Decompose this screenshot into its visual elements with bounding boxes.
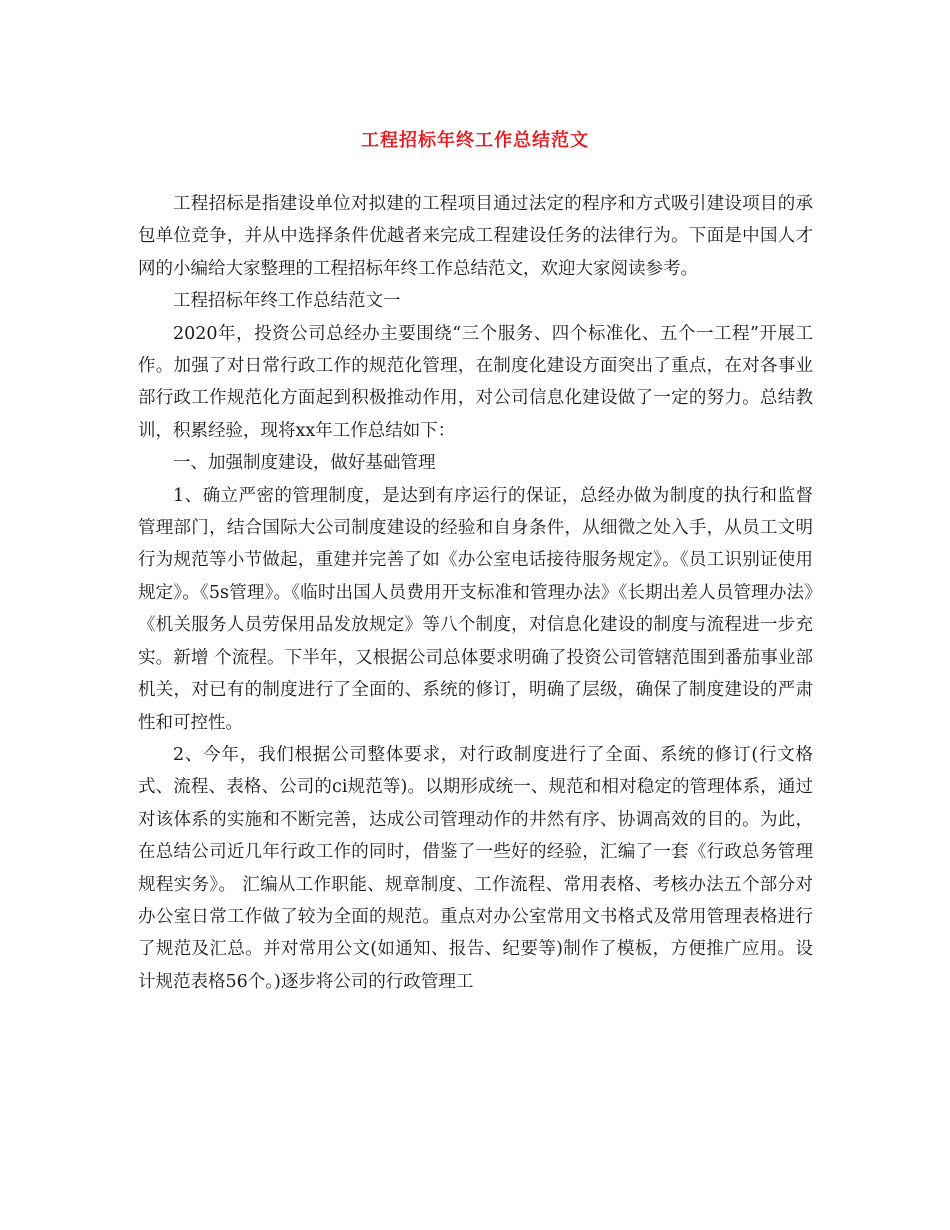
body-paragraph: 1、确立严密的管理制度，是达到有序运行的保证，总经办做为制度的执行和监督管理部门，结合国际大公司制度建设的经验和自身条件，从细微之处入手，从员工文明行为规范等小节做起，重建并完善了如《办公室电话接待服务规定》。《员工识别证使用规定》。《5s管理》。《临时出国人员费用开支标准和管理办法》《长期出差人员管理办法》《机关服务人员劳保用品发放规定》等八个制度，对信息化建设的制度与流程进一步充实。新增 个流程。下半年，又根据公司总体要求明确了投资公司管辖范围到番茄事业部机关，对已有的制度进行了全面的、系统的修订，明确了层级，确保了制度建设的严肃性和可控性。 <box>138 485 813 733</box>
intro-paragraph: 工程招标是指建设单位对拟建的工程项目通过法定的程序和方式吸引建设项目的承包单位竞争，并从中选择条件优越者来完成工程建设任务的法律行为。下面是中国人才网的小编给大家整理的工程招标年终工作总结范文，欢迎大家阅读参考。 <box>138 194 813 279</box>
document-body <box>138 188 813 998</box>
section-heading: 工程招标年终工作总结范文一 <box>173 291 401 312</box>
document-title: 工程招标年终工作总结范文 <box>361 130 589 151</box>
body-paragraph: 2、今年，我们根据公司整体要求，对行政制度进行了全面、系统的修订(行文格式、流程、表格、公司的ci规范等)。以期形成统一、规范和相对稳定的管理体系，通过对该体系的实施和不断完善，达成公司管理动作的井然有序、协调高效的目的。为此，在总结公司近几年行政工作的同时，借鉴了一些好的经验，汇编了一套《行政总务管理规程实务》。 汇编从工作职能、规章制度、工作流程、常用表格、考核办法五个部分对办公室日常工作做了较为全面的规范。重点对办公室常用文书格式及常用管理表格进行了规范及汇总。并对常用公文(如通知、报告、纪要等)制作了模板，方便推广应用。设计规范表格56个。)逐步将公司的行政管理工 <box>138 744 813 992</box>
body-paragraph: 2020年，投资公司总经办主要围绕“三个服务、四个标准化、五个一工程”开展工作。加强了对日常行政工作的规范化管理，在制度化建设方面突出了重点，在对各事业部行政工作规范化方面起到积极推动作用，对公司信息化建设做了一定的努力。总结教训，积累经验，现将xx年工作总结如下： <box>138 323 813 441</box>
subsection-heading: 一、加强制度建设，做好基础管理 <box>173 453 436 474</box>
